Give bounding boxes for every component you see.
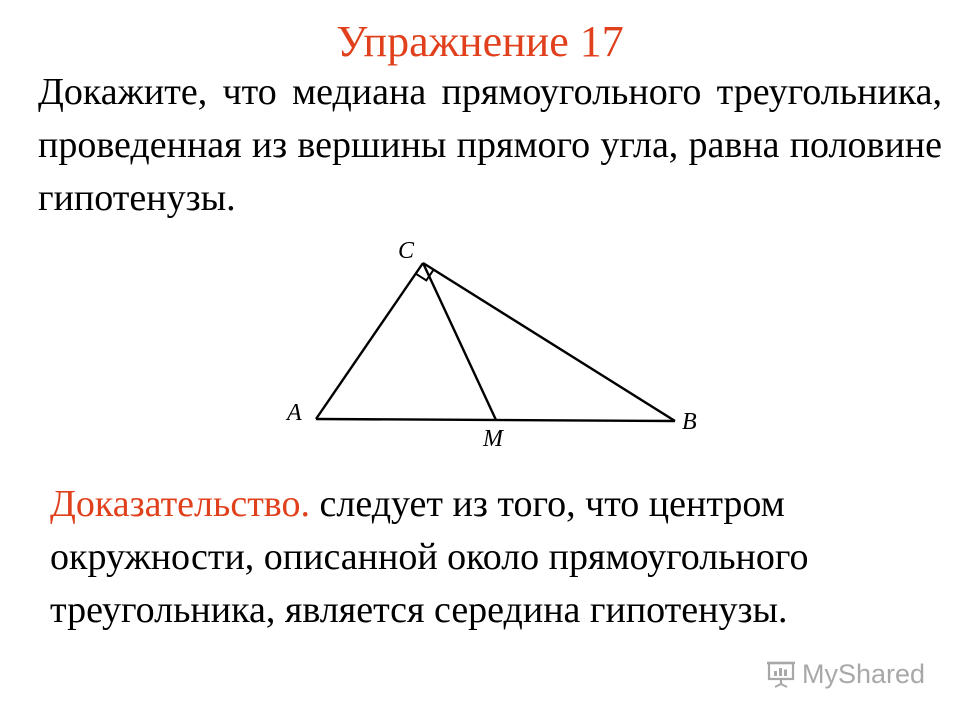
proof-paragraph xyxy=(50,478,910,637)
vertex-label-a: A xyxy=(287,400,302,426)
proof-label: Доказательство. xyxy=(50,483,310,525)
problem-statement: Докажите, что медиана прямоугольного треугольника, проведенная из вершины прямого угла, равна половине гипотенузы. xyxy=(38,71,942,219)
vertex-label-b: B xyxy=(682,409,697,435)
presentation-board-icon xyxy=(766,660,796,688)
point-label-m: M xyxy=(483,426,503,452)
slide-title: Упражнение 17 xyxy=(336,17,624,66)
triangle-diagram xyxy=(270,228,730,468)
watermark-text: MyShared xyxy=(802,658,926,689)
vertex-label-c: C xyxy=(398,238,415,264)
proof-text: следует из того, что центром окружности, описанной около прямоугольного треугольника, является середина гипотенузы. xyxy=(50,483,809,631)
watermark xyxy=(766,656,925,692)
side-ca xyxy=(316,263,423,419)
